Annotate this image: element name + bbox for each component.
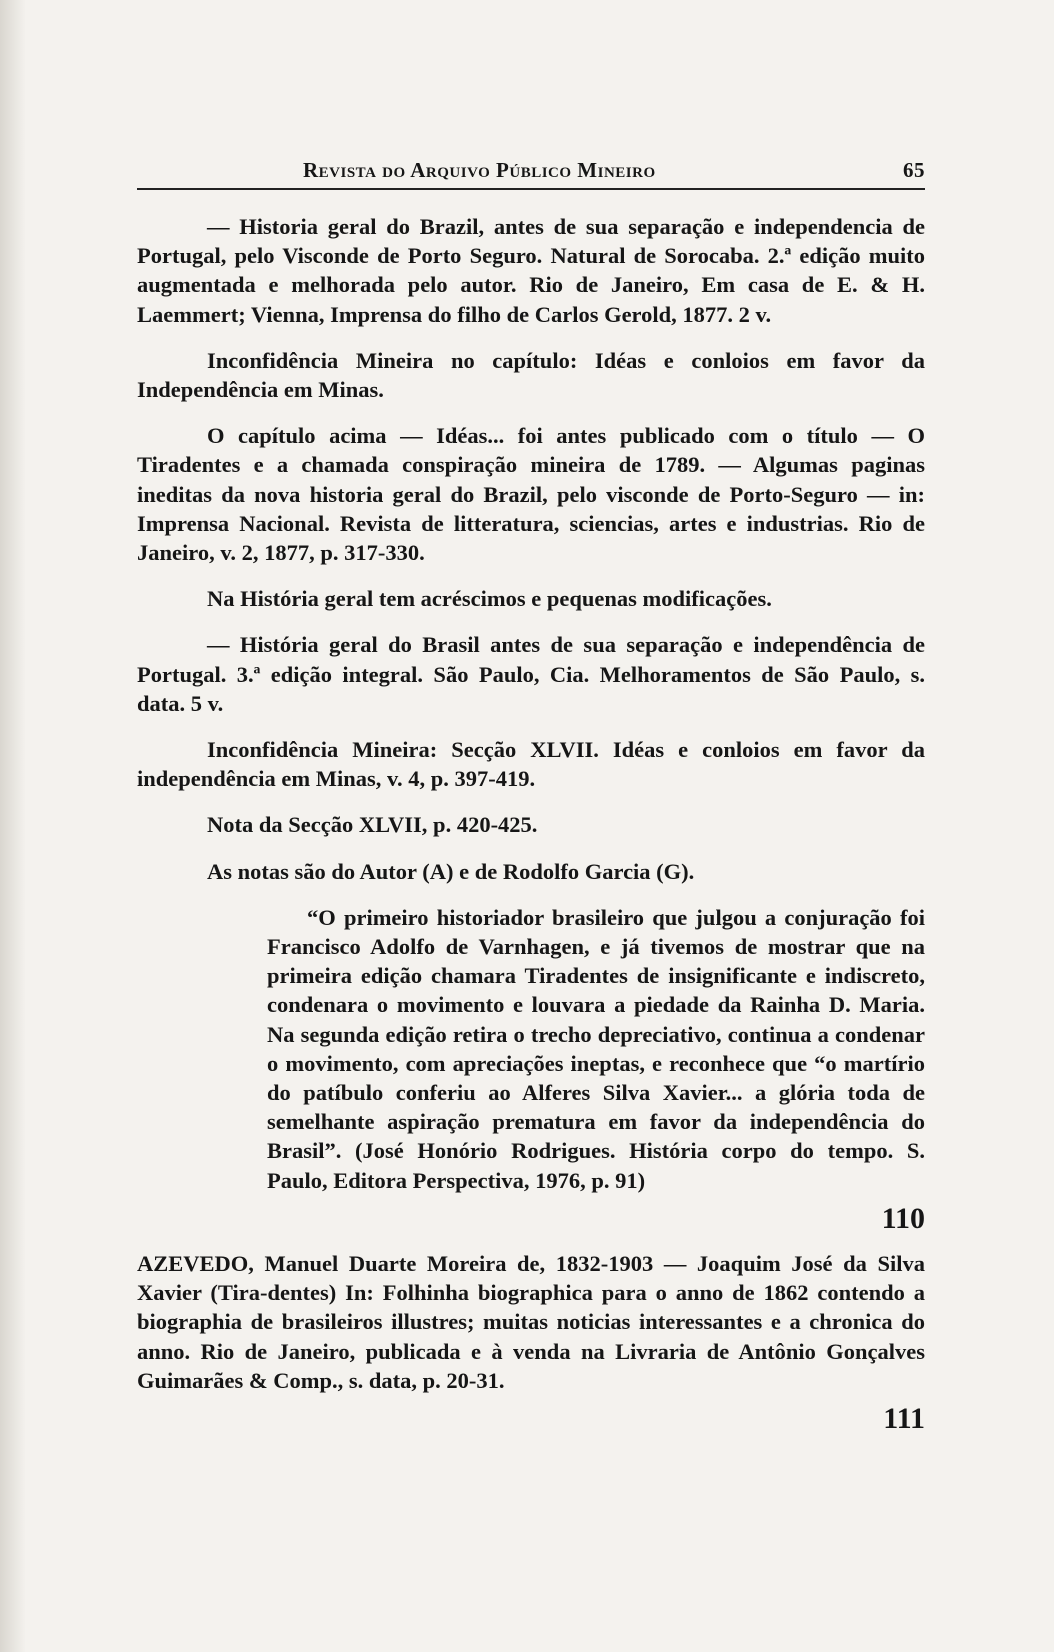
page-binding-edge: [0, 0, 26, 1652]
main-text: [137, 212, 925, 1449]
note-historia-additions: Na História geral tem acréscimos e pequenas modificações.: [207, 586, 772, 612]
entry-number-111: 111: [883, 1401, 925, 1435]
note-authors-notes: As notas são do Autor (A) e de Rodolfo Garcia (G).: [207, 858, 695, 884]
note-inconfidencia-chapter: Inconfidência Mineira no capítulo: Idéas e conloios em favor da Independência em Minas.: [137, 347, 925, 403]
journal-title: Revista do Arquivo Público Mineiro: [303, 158, 656, 182]
bibliography-entry-historia-1877: — Historia geral do Brazil, antes de sua separação e independencia de Portugal, pelo Visconde de Porto Seguro. Natural de Sorocaba. 2.ª edição muito augmentada e melhorada pelo autor. Rio de Janeiro, Em casa de E. & H. Laemmert; Vienna, Imprensa do filho de Carlos Gerold, 1877. 2 v.: [137, 214, 925, 327]
page-number: 65: [903, 158, 925, 182]
bibliography-entry-azevedo: AZEVEDO, Manuel Duarte Moreira de, 1832-1903 — Joaquim José da Silva Xavier (Tira-dentes) In: Folhinha biographica para o anno de 1862 contendo a biographia de brasileiros illustres; muitas noticias interessantes e a chronica do anno. Rio de Janeiro, publicada e à venda na Livraria de Antônio Gonçalves Guimarães & Comp., s. data, p. 20-31.: [137, 1250, 925, 1393]
note-seccao-xlvii: Inconfidência Mineira: Secção XLVII. Idéas e conloios em favor da independência em Minas, v. 4, p. 397-419.: [137, 737, 925, 792]
running-header: [137, 150, 925, 190]
bibliography-entry-historia-3rd-edition: — História geral do Brasil antes de sua separação e independência de Portugal. 3.ª edição integral. São Paulo, Cia. Melhoramentos de São Paulo, s. data. 5 v.: [137, 632, 925, 716]
note-seccao-xlvii-pages: Nota da Secção XLVII, p. 420-425.: [207, 812, 538, 838]
block-quote-rodrigues: “O primeiro historiador brasileiro que julgou a conjuração foi Francisco Adolfo de Varnhagen, e já tivemos de mostrar que na primeira edição chamara Tiradentes de insignificante e indiscreto, condenara o movimento e louvara a piedade da Rainha D. Maria. Na segunda edição retira o trecho depreciativo, continua a condenar o movimento, com apreciações ineptas, e reconhece que “o martírio do patíbulo conferiu ao Alferes Silva Xavier... a glória toda de semelhante aspiração prematura em favor da independência do Brasil”. (José Honório Rodrigues. História corpo do tempo. S. Paulo, Editora Perspectiva, 1976, p. 91): [267, 904, 925, 1193]
note-chapter-previous-publication: O capítulo acima — Idéas... foi antes publicado com o título — O Tiradentes e a chamada conspiração mineira de 1789. — Algumas paginas ineditas da nova historia geral do Brazil, pelo visconde de Porto-Seguro — in: Imprensa Nacional. Revista de litteratura, sciencias, artes e industrias. Rio de Janeiro, v. 2, 1877, p. 317-330.: [137, 423, 925, 566]
entry-number-110: 110: [881, 1201, 925, 1235]
